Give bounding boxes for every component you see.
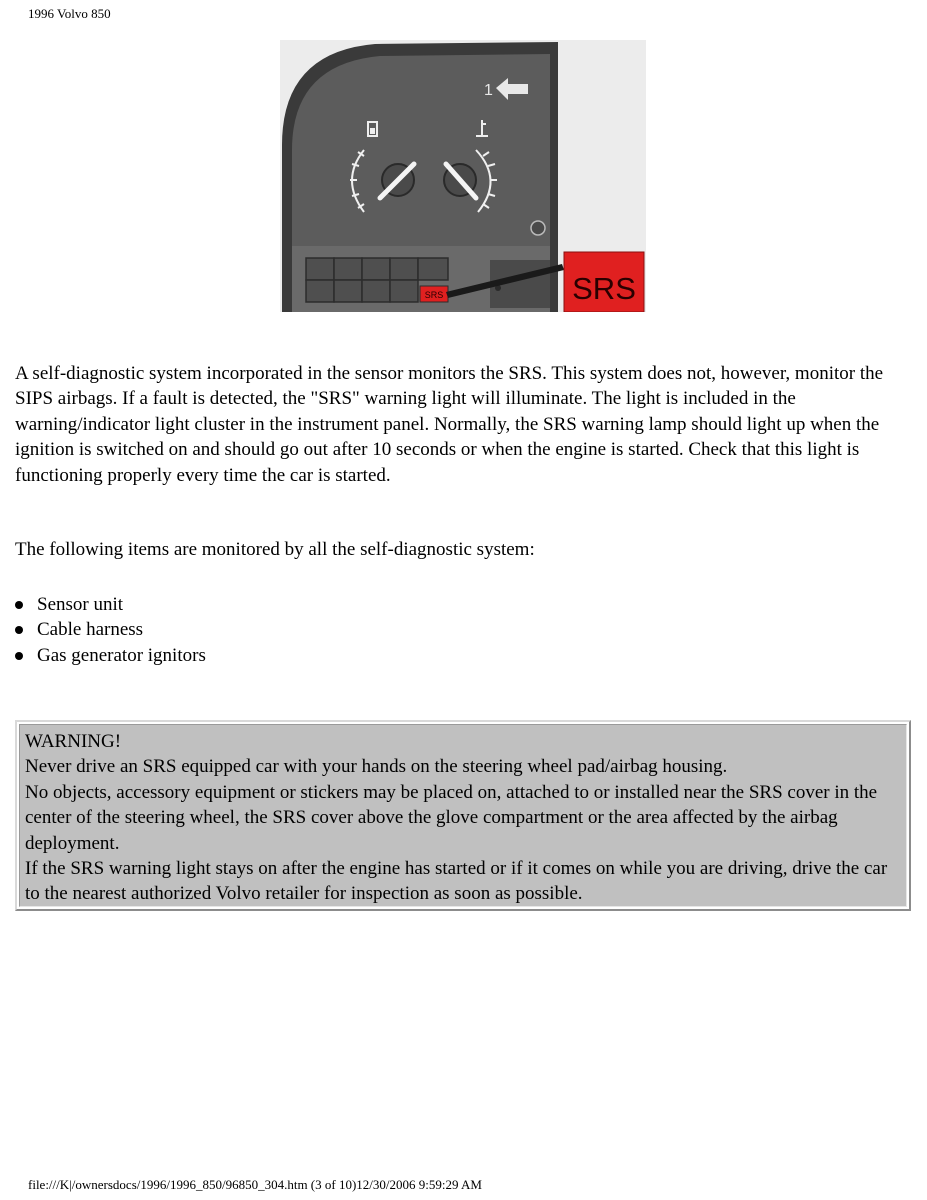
list-item: Gas generator ignitors xyxy=(15,643,206,668)
warning-line: No objects, accessory equipment or stickers may be placed on, attached to or installed near the SRS cover in the center of the steering wheel, the SRS cover above the glove compartment or the area affected by the airbag deployment. xyxy=(25,781,878,854)
bullet-icon xyxy=(15,652,23,660)
warning-content xyxy=(19,724,907,907)
list-item: Cable harness xyxy=(15,617,206,642)
warning-line: If the SRS warning light stays on after the engine has started or if it comes on while you are driving, drive the car to the nearest authorized Volvo retailer for inspection as soon as possible. xyxy=(25,858,888,905)
monitored-items-intro: The following items are monitored by all the self-diagnostic system: xyxy=(15,539,535,560)
list-item: Sensor unit xyxy=(15,592,206,617)
bullet-icon xyxy=(15,626,23,634)
srs-lamp-small-label: SRS xyxy=(424,290,444,300)
panel-knob xyxy=(531,221,545,235)
bullet-icon xyxy=(15,601,23,609)
srs-callout-label: SRS xyxy=(572,271,636,306)
page-footer-url: file:///K|/ownersdocs/1996/1996_850/96850_304.htm (3 of 10)12/30/2006 9:59:29 AM xyxy=(28,1177,482,1192)
page-header-title: 1996 Volvo 850 xyxy=(28,6,111,21)
warning-line: Never drive an SRS equipped car with your hands on the steering wheel pad/airbag housing. xyxy=(25,756,728,778)
warning-title: WARNING! xyxy=(25,731,122,752)
instrument-panel-illustration xyxy=(280,40,646,312)
monitored-items-list xyxy=(15,592,206,668)
warning-box xyxy=(15,720,911,911)
arrow-number: 1 xyxy=(484,82,493,99)
srs-description-paragraph: A self-diagnostic system incorporated in the sensor monitors the SRS. This system does not, however, monitor the SIPS airbags. If a fault is detected, the "SRS" warning light will illuminate. The light is included in the warning/indicator light cluster in the instrument panel. Normally, the SRS warning lamp should light up when the ignition is switched on and should go out after 10 seconds or when the engine is started. Check that this light is functioning properly every time the car is started. xyxy=(15,363,884,486)
